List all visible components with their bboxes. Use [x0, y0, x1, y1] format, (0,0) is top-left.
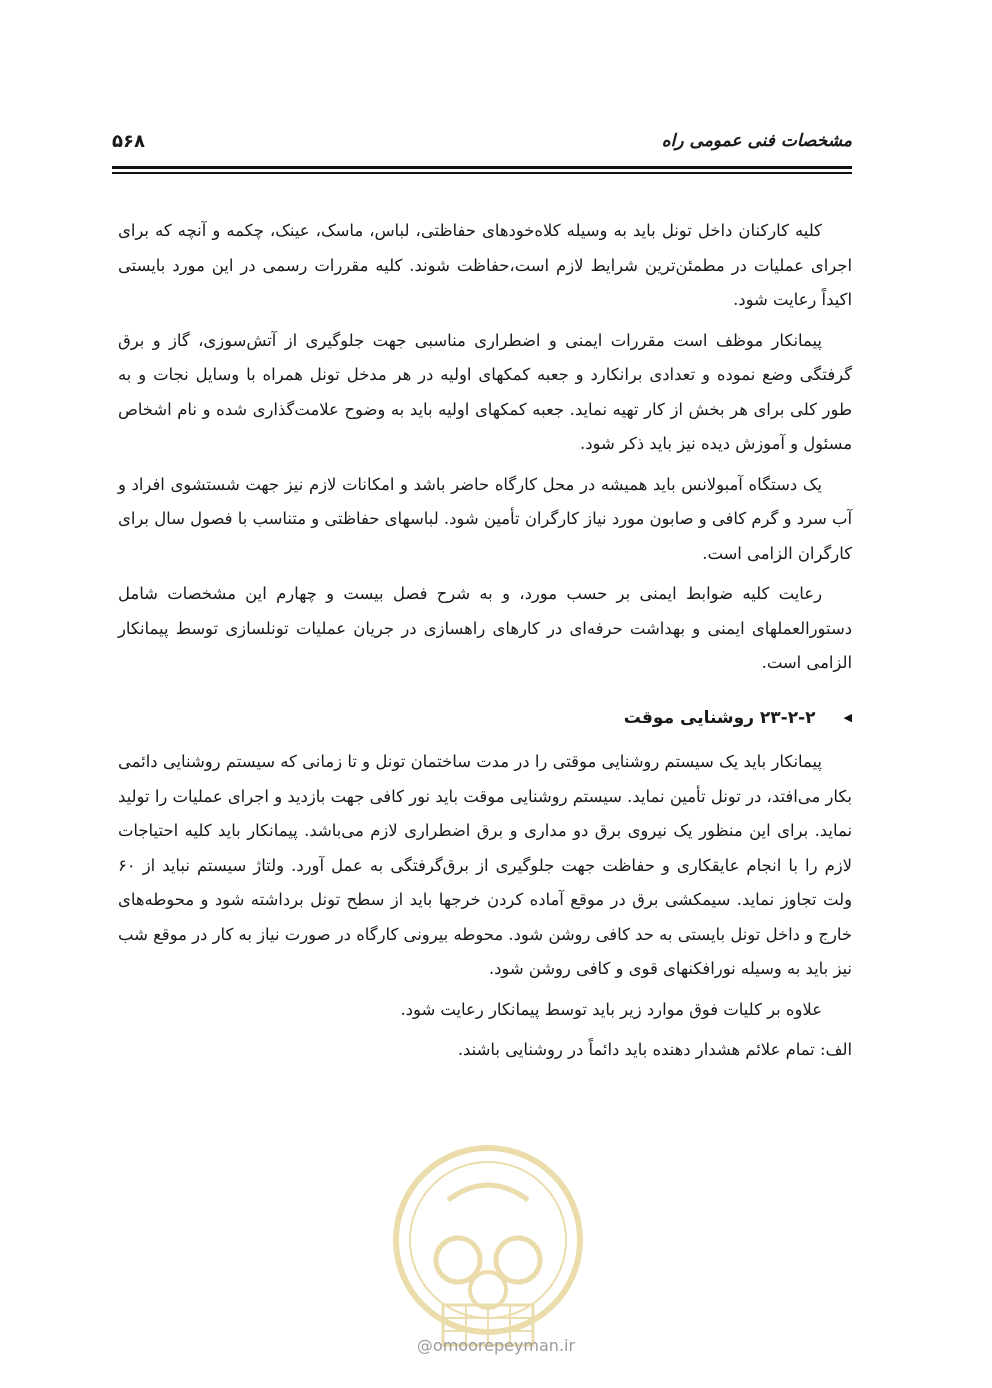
- header-rule-thin: [112, 172, 852, 174]
- list-item: الف: تمام علائم هشدار دهنده باید دائماً در روشنایی باشند.: [457, 1040, 852, 1059]
- section-heading: [118, 701, 852, 736]
- header-rule-thick: [112, 166, 852, 169]
- page-body: [118, 214, 852, 1074]
- paragraph: رعایت کلیه ضوابط ایمنی بر حسب مورد، و به شرح فصل بیست و چهارم این مشخصات شامل دستورالعملهای ایمنی و بهداشت حرفه‌ای در کارهای راهسازی در جریان عملیات تونلسازی توسط پیمانکار الزامی است.: [118, 584, 852, 672]
- section-heading-text: ۲۳-۲-۲ روشنایی موقت: [623, 707, 816, 728]
- page-number: ۵۶۸: [112, 130, 145, 152]
- paragraph: پیمانکار موظف است مقررات ایمنی و اضطراری مناسبی جهت جلوگیری از آتش‌سوزی، گاز و برق گرفتگی وضع نموده و تعدادی برانکارد و جعبه کمکهای اولیه در هر مدخل تونل همراه با وسایل نجات و به طور کلی برای هر بخش از کار تهیه نماید. جعبه کمکهای اولیه باید به وضوح علامت‌گذاری شده و نام اشخاص مسئول و آموزش دیده نیز باید ذکر شود.: [118, 330, 852, 453]
- watermark-url: @omoorepeyman.ir: [416, 1336, 576, 1355]
- paragraph: پیمانکار باید یک سیستم روشنایی موقتی را در مدت ساختمان تونل و تا زمانی که سیستم روشنایی دائمی بکار می‌افتد، در تونل تأمین نماید. سیستم روشنایی موقت باید نور کافی جهت بازدید و اجرای عملیات را تولید نماید. برای این منظور یک نیروی برق دو مداری و برق اضطراری لازم می‌باشد. پیمانکار باید کلیه احتیاجات لازم را با انجام عایقکاری و حفاظت جهت جلوگیری از برق‌گرفتگی به عمل آورد. ولتاژ سیستم نباید از ۶۰ ولت تجاوز نماید. سیمکشی برق در موقع آماده کردن خرجها باید از سطح تونل برداشته شود و محوطه‌های خارج و داخل تونل بایستی به حد کافی روشن شود. محوطه بیرونی کارگاه در صورت نیاز به کار در موقع شب نیز باید به وسیله نورافکنهای قوی و کافی روشن شود.: [118, 752, 852, 978]
- paragraph: یک دستگاه آمبولانس باید همیشه در محل کارگاه حاضر باشد و امکانات لازم نیز جهت شستشوی افراد و آب سرد و گرم کافی و صابون مورد نیاز کارگران تأمین شود. لباسهای حفاظتی و متناسب با فصول سال برای کارگران الزامی است.: [118, 474, 852, 563]
- triangle-bullet-icon: ◀: [843, 710, 852, 724]
- running-title: مشخصات فنی عمومی راه: [661, 131, 852, 151]
- page-header: [112, 128, 852, 154]
- paragraph: علاوه بر کلیات فوق موارد زیر باید توسط پیمانکار رعایت شود.: [400, 999, 822, 1019]
- paragraph: کلیه کارکنان داخل تونل باید به وسیله کلاه‌خودهای حفاظتی، لباس، ماسک، عینک، چکمه و آنچه که برای اجرای عملیات در مطمئن‌ترین شرایط لازم است،حفاظت شوند. کلیه مقررات رسمی در این مورد بایستی اکیداً رعایت شود.: [118, 221, 852, 309]
